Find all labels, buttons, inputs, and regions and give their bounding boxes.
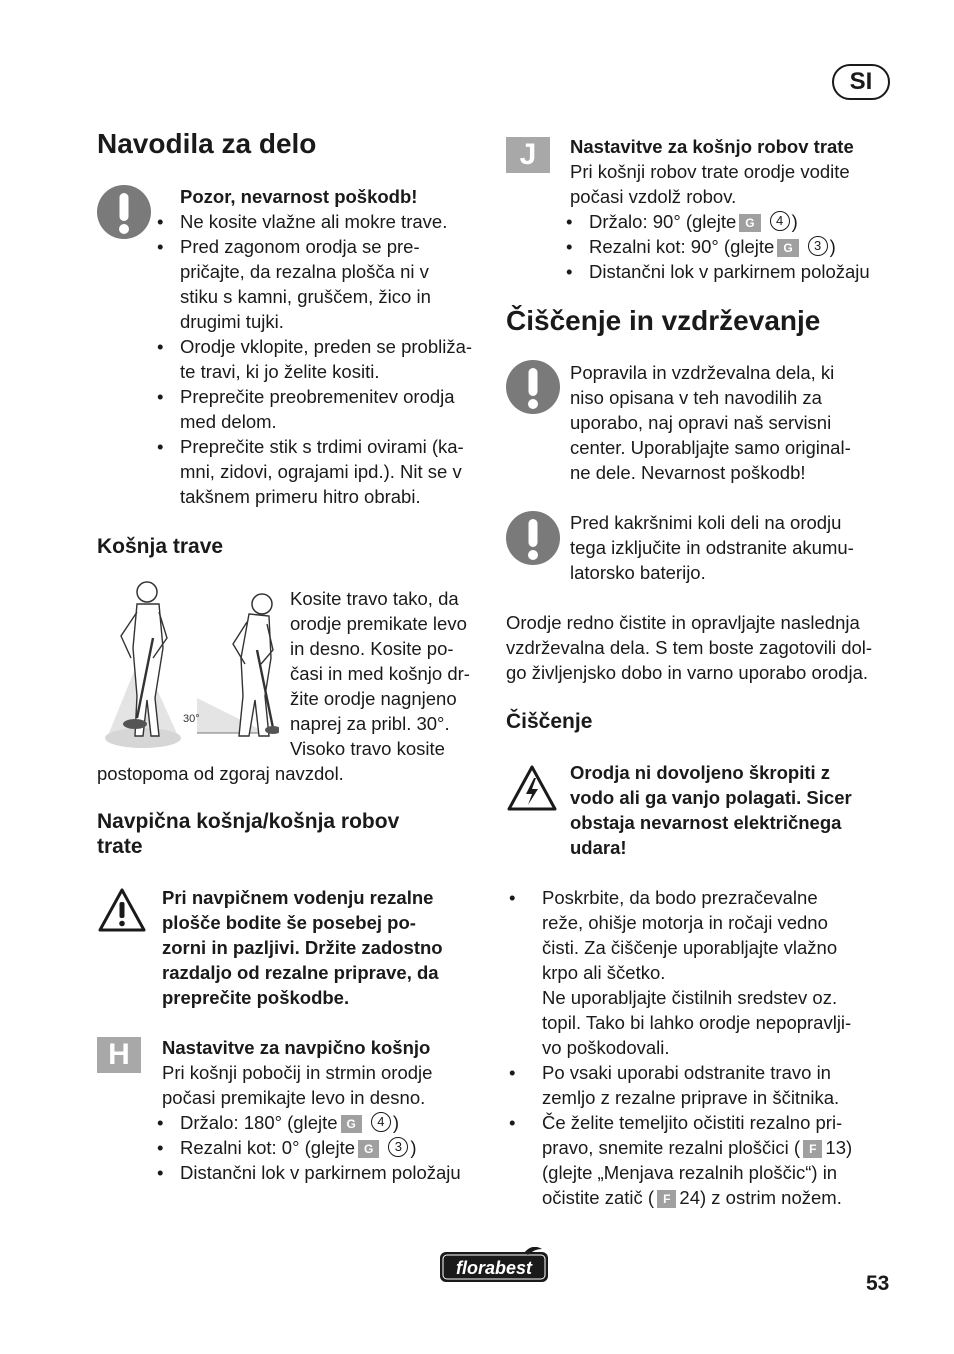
figure-letter-j: J (506, 137, 550, 173)
circled-number: 4 (371, 1112, 391, 1132)
page-number: 53 (866, 1272, 890, 1295)
circled-number: 3 (808, 236, 828, 256)
brand-text: florabest (455, 1258, 533, 1278)
list-item: • Rezalni kot: 0° (glejte G 3 ) (153, 1135, 493, 1160)
mowing-text: Kosite travo tako, da orodje premikate levo in desno. Kosite po- časi in med košnjo dr- žite orodje nagnjeno naprej za pribl. 30°. Visoko travo kosite (290, 588, 470, 759)
settings-heading: Nastavitve za košnjo robov trate (570, 136, 854, 157)
figure-ref: G (739, 214, 760, 232)
electric-warning: Orodja ni dovoljeno škropiti z vodo ali ga vanjo polagati. Sicer obstaja nevarnost električnega udara! (570, 762, 852, 858)
figure-letter-h: H (97, 1037, 141, 1073)
section-title-operation: Navodila za delo (97, 128, 317, 159)
settings-heading: Nastavitve za navpično košnjo (162, 1037, 431, 1058)
edges-settings: Nastavitve za košnjo robov trate Pri košnji robov trate orodje vodite počasi vzdolž robov. (570, 134, 900, 209)
warning-block-1 (153, 184, 488, 509)
list-item: • Pred zagonom orodja se pre- pričajte, da rezalna plošča ni v stiku s kamni, gruščem, žico in drugimi tujki. (153, 234, 488, 334)
battery-note: Pred kakršnimi koli deli na orodju tega izključite in odstranite akumu- latorsko baterijo. (570, 512, 854, 583)
list-item: • Distančni lok v parkirnem položaju (153, 1160, 493, 1185)
list-item: • Preprečite preobremenitev orodja med delom. (153, 384, 488, 434)
subsection-title-mowing: Košnja trave (97, 535, 224, 558)
warning-triangle-icon (97, 887, 147, 933)
mowing-illustration (97, 578, 279, 756)
warning-heading: Pozor, nevarnost poškodb! (180, 186, 418, 207)
exclamation-icon (96, 184, 152, 240)
exclamation-icon (505, 359, 561, 415)
warning-list (153, 209, 488, 509)
list-item: • Orodje vklopite, preden se probliža- te travi, ki jo želite kositi. (153, 334, 488, 384)
subsection-title-vertical: Navpična košnja/košnja robov trate (97, 810, 400, 858)
angle-label: 30° (183, 713, 200, 725)
figure-ref: G (358, 1140, 379, 1158)
brand-logo (438, 1247, 550, 1285)
edges-settings-list (562, 209, 902, 284)
list-item: • Preprečite stik s trdimi ovirami (ka- mni, zidovi, ograjami ipd.). Nit se v takšnem primeru hitro obrabi. (153, 434, 488, 509)
cleaning-list (506, 885, 906, 1210)
vertical-settings-list (153, 1110, 493, 1185)
list-item: • Ne kosite vlažne ali mokre trave. (153, 209, 488, 234)
mowing-text-continued: postopoma od zgoraj navzdol. (97, 763, 344, 784)
language-badge: SI (832, 64, 890, 100)
repair-note: Popravila in vzdrževalna dela, ki niso opisana v teh navodilih za uporabo, naj opravi naš servisni center. Uporabljajte samo original- ne dele. Nevarnost poškodb! (570, 362, 851, 483)
list-item: • Če želite temeljito očistiti rezalno pri- pravo, snemite rezalni ploščici ( F 13) (glejte „Menjava rezalnih ploščic“) in očistite zatič ( F 24) z ostrim nožem. (506, 1110, 906, 1210)
figure-ref: G (341, 1115, 362, 1133)
figure-ref: G (777, 239, 798, 257)
section-title-cleaning: Čiščenje in vzdrževanje (506, 305, 821, 336)
list-item: • Distančni lok v parkirnem položaju (562, 259, 902, 284)
vertical-warning-text: Pri navpičnem vodenju rezalne plošče bodite še posebej po- zorni in pazljivi. Držite zadostno razdaljo od rezalne priprave, da preprečite poškodbe. (162, 887, 443, 1008)
list-item: • Po vsaki uporabi odstranite travo in zemljo z rezalne priprave in ščitnika. (506, 1060, 906, 1110)
list-item: • Držalo: 90° (glejte G 4 ) (562, 209, 902, 234)
circled-number: 4 (770, 211, 790, 231)
list-item: • Poskrbite, da bodo prezračevalne reže, ohišje motorja in ročaji vedno čisti. Za čiščenje uporabljajte vlažno krpo ali ščetko. Ne uporabljajte čistilnih sredstev oz. topil. Tako bi lahko orodje nepopravlji- vo poškodovali. (506, 885, 906, 1060)
figure-ref: F (803, 1140, 822, 1158)
exclamation-icon (505, 510, 561, 566)
list-item: • Držalo: 180° (glejte G 4 ) (153, 1110, 493, 1135)
electric-shock-icon (506, 764, 558, 812)
maintenance-paragraph: Orodje redno čistite in opravljajte naslednja vzdrževalna dela. S tem boste zagotovili dol- go življenjsko dobo in varno uporabo orodja. (506, 612, 873, 683)
vertical-settings: Nastavitve za navpično košnjo Pri košnji pobočij in strmin orodje počasi premikajte levo in desno. (162, 1035, 492, 1110)
figure-ref: F (657, 1190, 676, 1208)
list-item: • Rezalni kot: 90° (glejte G 3 ) (562, 234, 902, 259)
circled-number: 3 (388, 1137, 408, 1157)
subsection-title-clean: Čiščenje (506, 710, 593, 733)
